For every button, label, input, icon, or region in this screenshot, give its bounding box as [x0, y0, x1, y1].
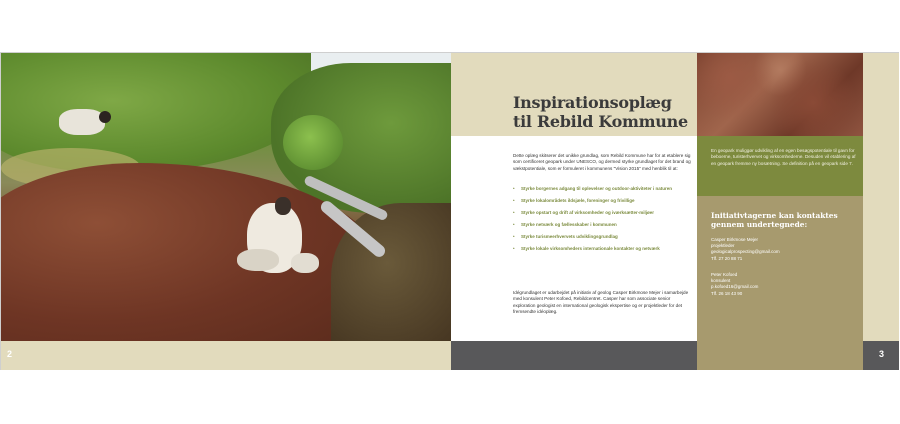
- goals-list: [513, 186, 691, 258]
- right-page: [451, 53, 899, 370]
- contact-email: geologicalprospecting@gmail.com: [711, 249, 780, 255]
- footer-band-left: [1, 341, 451, 370]
- list-item: • Styrke lokalområdets ildsjæle, foreninger og frivillige: [513, 198, 691, 204]
- contact-email: p.kofoed16@gmail.com: [711, 284, 759, 290]
- contact-role: konsulent: [711, 278, 731, 284]
- page-number-right: 3: [879, 349, 885, 359]
- sheep-figure: [59, 109, 105, 135]
- contact-name: Peter Kofoed: [711, 272, 738, 277]
- list-item: • Styrke turismeerhvervets udviklingsgrundlag: [513, 234, 691, 240]
- intro-paragraph: Dette oplæg skitserer det unikke grundlag, som Rebild Kommune har for at etablere sig som certificeret geopark under UNESCO, og dermed styrke grundlaget for det brand og vækstpotentiale, som er formuleret i kommunens "Vision 2015" med henblik til at:: [513, 153, 691, 171]
- list-item: • Styrke netværk og fællesskaber i kommunen: [513, 222, 691, 228]
- list-item: • Styrke lokale virksomheders internationale kontakter og netværk: [513, 246, 691, 252]
- side-strip: [863, 53, 899, 341]
- title-line-2: til Rebild Kommune: [513, 112, 688, 131]
- page-number-left: 2: [7, 349, 13, 359]
- contact-role: projektleder: [711, 243, 735, 249]
- contact-heading: Initiativtagerne kan kontaktes gennem undertegnede:: [711, 211, 838, 229]
- contact-card-2: [711, 272, 851, 297]
- landscape-sheep-photo: [1, 53, 451, 341]
- list-item: • Styrke borgernes adgang til oplevelser og outdoor-aktiviteter i naturen: [513, 186, 691, 192]
- closing-paragraph: Idégrundlaget er udarbejdet på initiativ af geolog Casper Birkmose Mejer i samarbejde med konsulent Peter Kofoed, Rebildcentret. Casper har som associate senior exploration geologist en international geologisk ekspertise og er projektleder for det fremsendte idéoplæg.: [513, 290, 689, 314]
- contact-phone: Tlf. 26 18 43 90: [711, 290, 743, 296]
- heather-photo: [697, 53, 863, 136]
- brochure-spread: [0, 52, 899, 370]
- lamb-figure: [237, 249, 279, 271]
- title-line-1: Inspirationsoplæg: [513, 93, 672, 112]
- contact-phone: Tlf. 27 20 88 71: [711, 255, 743, 261]
- lamb-figure: [291, 253, 319, 273]
- contact-card-1: [711, 237, 851, 262]
- list-item: • Styrke opstart og drift af virksomheder og iværksætter-miljøer: [513, 210, 691, 216]
- contact-name: Casper Birkmose Mejer: [711, 237, 759, 242]
- footer-band-gray: [451, 341, 697, 370]
- page-title: [513, 93, 693, 131]
- geopark-text: En geopark muliggør udvikling af en egen besøgspotentiale til gavn for beboerne, turisterhvervet og virksomhederne. Desuden vil etablering af en geopark fremme ny bosætning. Se definition på en geopark side 7.: [711, 148, 856, 166]
